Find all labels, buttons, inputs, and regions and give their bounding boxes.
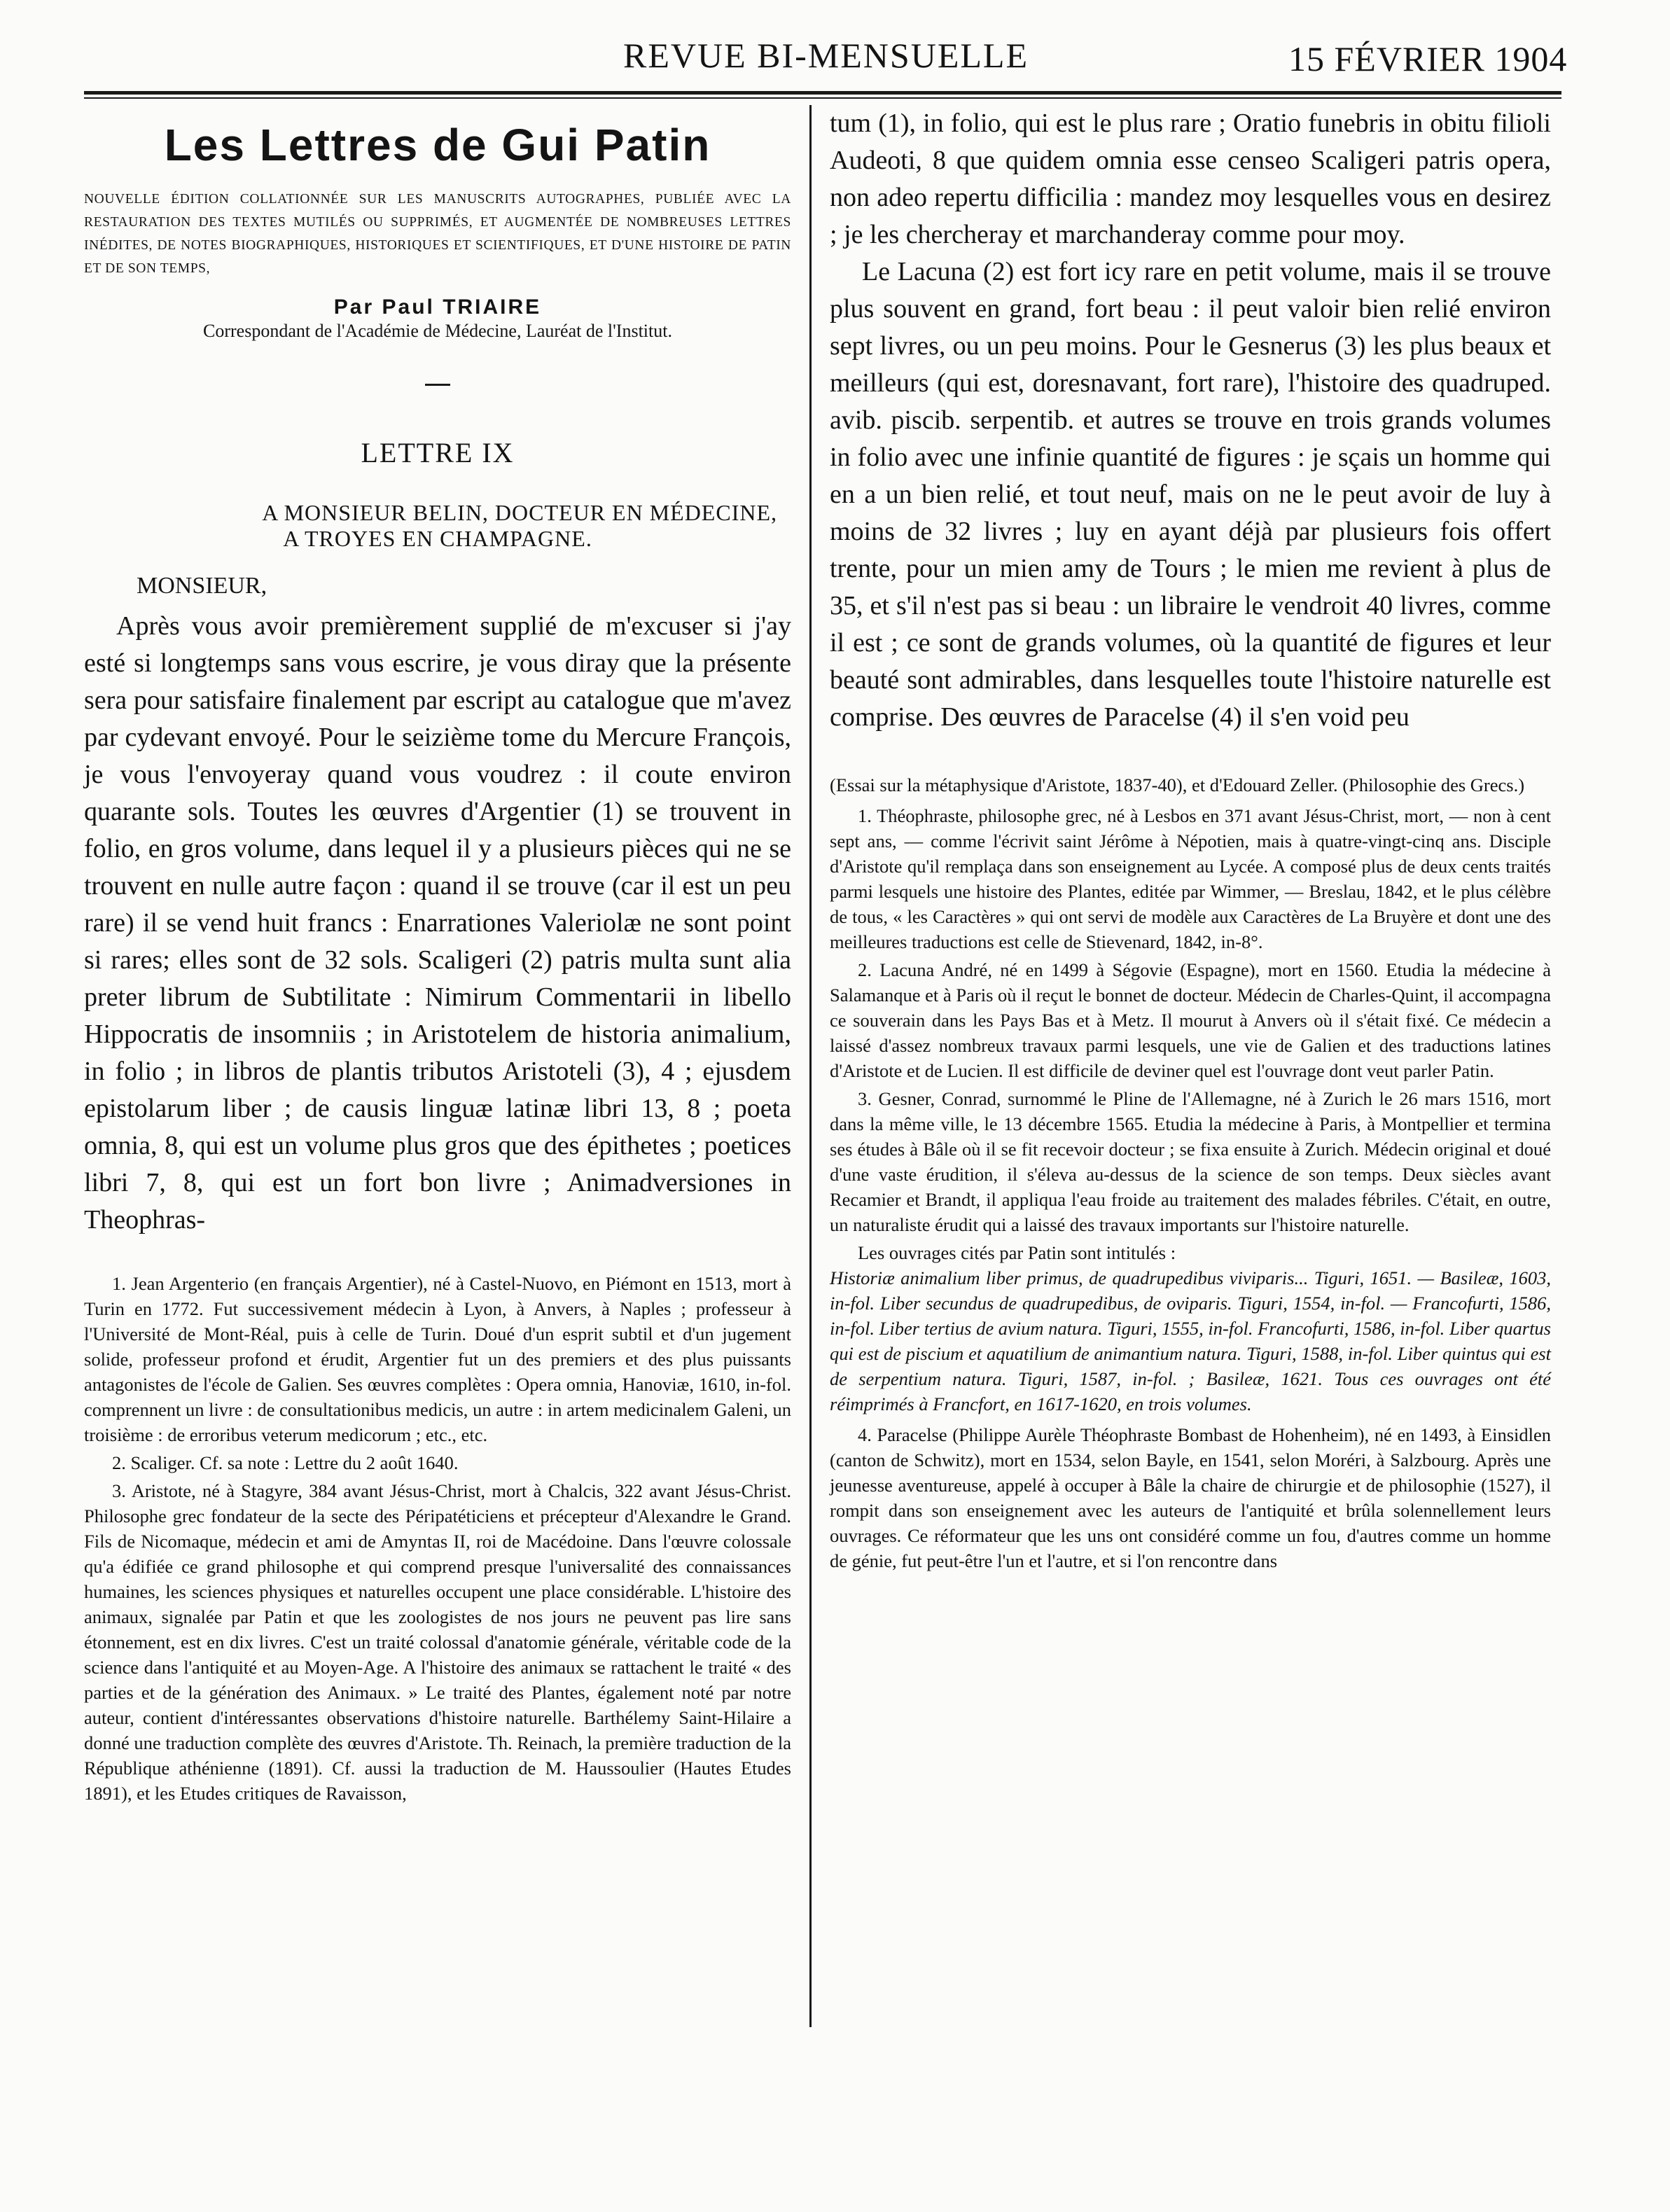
left-column <box>84 105 791 1809</box>
author-affiliation: Correspondant de l'Académie de Médecine, Lauréat de l'Institut. <box>203 321 672 341</box>
footnote-lacuna: 2. Lacuna André, né en 1499 à Ségovie (Espagne), mort en 1560. Etudia la médecine à Salamanque et à Paris où il reçut le bonnet de docteur. Médecin de Charles-Quint, il accompagna ce souverain dans les Pays Bas et à Metz. Il mourut à Anvers où il s'était fixé. Ce médecin a laissé d'assez nombreux travaux parmi lesquels, une vie de Galien et des traductions latines d'Aristote et de Lucien. Il est difficile de deviner quel est l'ouvrage dont veut parler Patin. <box>830 959 1551 1081</box>
header-rule-thick <box>84 91 1561 95</box>
right-column <box>830 105 1551 1576</box>
letter-salutation: MONSIEUR, <box>137 573 267 599</box>
footnotes-left <box>84 1271 791 1806</box>
letter-body-right-paragraph: Le Lacuna (2) est fort icy rare en petit volume, mais il se trouve plus souvent en grand, fort beau : il peut valoir bien relié environ sept livres, ou un peu moins. Pour le Gesnerus (3) les plus beaux et meilleurs (qui est, doresnavant, fort rare), l'histoire des quadruped. avib. piscib. serpentib. et autres se trouve en trois grands volumes in folio avec une infinie quantité de figures : je sçais un homme qui en a un bien relié, et tout neuf, mais on ne le peut avoir de luy à moins de 32 livres ; luy en ayant déjà par plusieurs fois offert trente, pour un mien amy de Tours ; le mien me revient à plus de 35, et s'il n'est pas si beau : un libraire le vendroit 40 livres, comme il est ; ce sont de grands volumes, où la quantité de figures et leur beauté sont admirables, dans lesquelles toute l'histoire naturelle est comprise. Des œuvres de Paracelse (4) il s'en void peu <box>830 257 1551 732</box>
footnote-aristote: 3. Aristote, né à Stagyre, 384 avant Jésus-Christ, mort à Chalcis, 322 avant Jésus-Christ. Philosophe grec fondateur de la secte des Péripatéticiens et précepteur d'Alexandre le Grand. Fils de Nicomaque, médecin et ami de Amyntas II, roi de Macédoine. Dans l'œuvre colossale qu'a édifiée ce grand philosophe et qui comprend presque l'universalité des connaissances humaines, les sciences physiques et naturelles occupent une place considérable. L'histoire des animaux, signalée par Patin et que les zoologistes de nos jours ne peuvent pas lire sans étonnement, est en dix livres. C'est un traité colossal d'anatomie générale, véritable code de la science dans l'antiquité et au Moyen-Age. A l'histoire des animaux se rattachent le traité « des parties et de la génération des Animaux. » Le traité des Plantes, également noté par notre auteur, contient d'intéressantes observations d'histoire naturelle. Barthélemy Saint-Hilaire a donné une traduction complète des œuvres d'Aristote. Th. Reinach, la première traduction de la République athénienne (1891). Cf. aussi la traduction de M. Haussoulier (Hautes Etudes 1891), et les Etudes critiques de Ravaisson, <box>84 1480 791 1804</box>
footnote-gesner-works: Historiæ animalium liber primus, de quadrupedibus viviparis... Tiguri, 1651. — Basileæ, 1603, in-fol. Liber secundus de quadrupedibus, de oviparis. Tiguri, 1554, in-fol. — Francofurti, 1586, in-fol. Liber tertius de avium natura. Tiguri, 1555, in-fol. Francofurti, 1586, in-fol. Liber quartus qui est de piscium et aquatilium de animantium natura. Tiguri, 1588, in-fol. Liber quintus qui est de serpentium natura. Tiguri, 1587, in-fol. ; Basileæ, 1621. Tous ces ouvrages ont été réimprimés à Francfort, en 1617-1620, en trois volumes. <box>830 1267 1551 1414</box>
letter-body-right-continuation: tum (1), in folio, qui est le plus rare ; Oratio funebris in obitu filioli Audeoti, 8 que quidem omnia esse censeo Scaligeri patris opera, non adeo repertu difficilia : mandez moy lesquelles vous en desirez ; je les chercheray et marchanderay comme pour moy. <box>830 109 1551 249</box>
letter-address-line-2: A TROYES EN CHAMPAGNE. <box>283 526 592 551</box>
footnote-scaliger: 2. Scaliger. Cf. sa note : Lettre du 2 août 1640. <box>112 1452 459 1473</box>
letter-body-left: Après vous avoir premièrement supplié de m'excuser si j'ay esté si longtemps sans vous escrire, je vous diray que la présente sera pour satisfaire finalement par escript au catalogue que m'avez par cydevant envoyé. Pour le seizième tome du Mercure François, je vous l'envoyeray quand vous voudrez : il coute environ quarante sols. Toutes les œuvres d'Argentier (1) se trouvent in folio, en gros volume, dans lequel il y a plusieurs pièces qui ne se trouvent en nulle autre façon : quand il se trouve (car il est un peu rare) il se vend huit francs : Enarrationes Valeriolæ ne sont point si rares; elles sont de 32 sols. Scaligeri (2) patris multa sunt alia preter librum de Subtilitate : Nimirum Commentarii in libello Hippocratis de insomniis ; in Aristotelem de historia animalium, in folio ; in libros de plantis tributos Aristoteli (3), 4 ; ejusdem epistolarum liber ; de causis linguæ latinæ libri 13, 8 ; poeta omnia, 8, qui est un volume plus gros que des épithetes ; poetices libri 7, 8, qui est un fort bon livre ; Animadversiones in Theophras- <box>84 611 791 1234</box>
footnotes-right <box>830 772 1551 1573</box>
page-header <box>0 0 1670 98</box>
footnote-gesner-works-intro: Les ouvrages cités par Patin sont intitulés : <box>858 1242 1176 1263</box>
letter-heading: LETTRE IX <box>361 437 515 468</box>
column-divider <box>809 105 812 2027</box>
footnote-paracelse: 4. Paracelse (Philippe Aurèle Théophraste Bombast de Hohenheim), né en 1493, à Einsidlen (canton de Schwitz), mort en 1534, selon Bayle, en 1541, selon Moréri, à Salzbourg. Après une jeunesse aventureuse, appelé à occuper à Bâle la chaire de chirurgie et de philosophie (1527), il rompit dans son enseignement avec les auteurs de l'antiquité et brûla solennellement leurs ouvrages. Ce réformateur que les uns ont considéré comme un fou, d'autres comme un homme de génie, fut peut-être l'un et l'autre, et si l'on rencontre dans <box>830 1424 1551 1571</box>
article-author: Par Paul TRIAIRE <box>333 295 542 319</box>
footnote-aristote-continuation: (Essai sur la métaphysique d'Aristote, 1837-40), et d'Edouard Zeller. (Philosophie des Grecs.) <box>830 774 1525 795</box>
letter-address-line-1: A MONSIEUR BELIN, DOCTEUR EN MÉDECINE, <box>262 500 777 525</box>
issue-date: 15 FÉVRIER 1904 <box>1288 39 1568 78</box>
footnote-argenterio: 1. Jean Argenterio (en français Argentier), né à Castel-Nuovo, en Piémont en 1513, mort à Turin en 1772. Fut successivement médecin à Lyon, à Anvers, à Naples ; professeur à l'Université de Mont-Réal, puis à celle de Turin. Doué d'un esprit subtil et d'un jugement solide, professeur profond et érudit, Argentier fut un des premiers et des plus puissants antagonistes de l'école de Galien. Ses œuvres complètes : Opera omnia, Hanoviæ, 1610, in-fol. comprennent un livre : de consultationibus medicis, un autre : in artem medicinalem Galeni, un troisième : de erroribus veterum medicorum ; etc., etc. <box>84 1273 791 1445</box>
journal-title: REVUE BI-MENSUELLE <box>623 36 1029 75</box>
section-dash <box>425 384 450 386</box>
footnote-gesner: 3. Gesner, Conrad, surnommé le Pline de l'Allemagne, né à Zurich le 26 mars 1516, mort dans la même ville, le 13 décembre 1565. Etudia la médecine à Paris, à Montpellier et termina ses études à Bâle où il se fit recevoir docteur ; se fixa ensuite à Zurich. Médecin original et doué d'une vaste érudition, il s'éleva au-dessus de la science de son temps. Deux siècles avant Recamier et Brandt, il appliqua l'eau froide au traitement des malades fébriles. C'était, en outre, un naturaliste érudit qui a laissé des travaux importants sur l'histoire naturelle. <box>830 1088 1551 1235</box>
article-title: Les Lettres de Gui Patin <box>164 120 711 170</box>
header-rule-thin <box>84 97 1561 99</box>
article-subtitle: NOUVELLE ÉDITION COLLATIONNÉE SUR LES MANUSCRITS AUTOGRAPHES, PUBLIÉE AVEC LA RESTAURATION DES TEXTES MUTILÉS OU SUPPRIMÉS, ET AUGMENTÉE DE NOMBREUSES LETTRES INÉDITES, DE NOTES BIOGRAPHIQUES, HISTORIQUES ET SCIENTIFIQUES, ET D'UNE HISTOIRE DE PATIN ET DE SON TEMPS, <box>84 192 791 276</box>
footnote-theophraste: 1. Théophraste, philosophe grec, né à Lesbos en 371 avant Jésus-Christ, mort, — non à cent sept ans, — comme l'écrivit saint Jérôme à Népotien, mais à quatre-vingt-cinq ans. Disciple d'Aristote qu'il remplaça dans son enseignement au Lycée. A composé plus de deux cents traités parmi lesquels une histoire des Plantes, editée par Wimmer, — Breslau, 1842, et le plus célèbre de tous, « les Caractères » qui ont servi de modèle aux Caractères de La Bruyère et dont une des meilleures traductions est celle de Stievenard, 1842, in-8°. <box>830 805 1551 952</box>
